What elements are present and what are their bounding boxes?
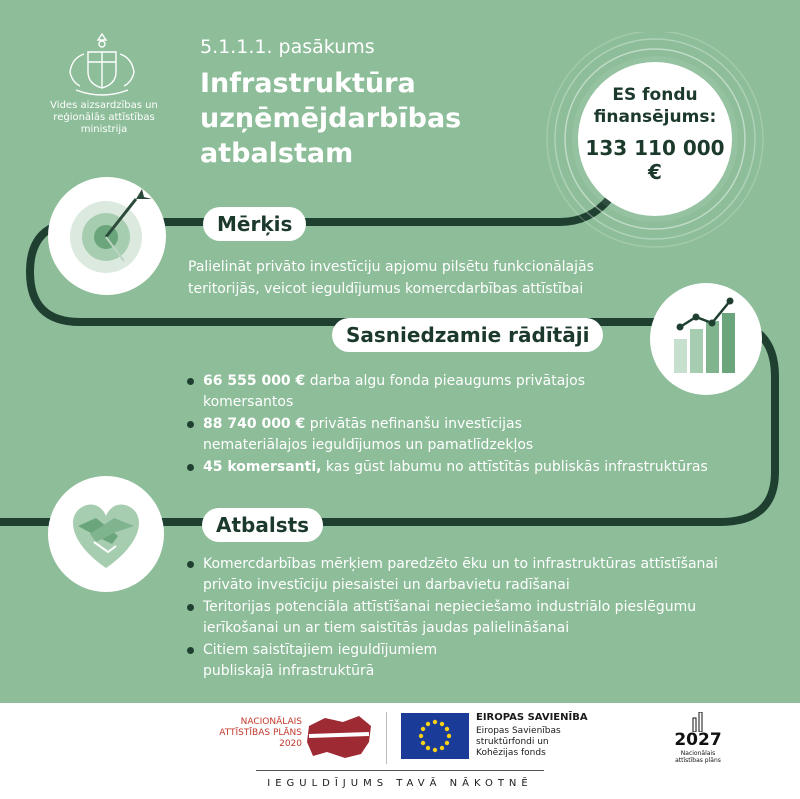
support-list: [185, 554, 745, 683]
measure-number: 5.1.1.1. pasākums: [200, 36, 375, 58]
ministry-crest-icon: [62, 30, 142, 98]
handshake-heart-icon: [48, 476, 164, 592]
nap2027-text: Nacionālais attīstības plāns: [675, 750, 721, 764]
page-title: Infrastruktūra uzņēmējdarbības atbalstam: [200, 68, 462, 169]
latvia-map-icon: [305, 712, 375, 762]
eu-title: EIROPAS SAVIENĪBA: [476, 712, 588, 723]
tagline: IEGULDĪJUMS TAVĀ NĀKOTNĒ: [267, 778, 533, 789]
ministry-name: Vides aizsardzības un reģionālās attīstības ministrija: [50, 100, 158, 135]
eu-stars: [401, 713, 469, 759]
goal-icon-circle: [48, 177, 166, 295]
indicators-list: [185, 371, 745, 479]
footer-divider: [386, 712, 387, 764]
goal-heading: Mērķis: [203, 207, 306, 241]
support-item: Komercdarbības mērķiem paredzēto ēku un to infrastruktūras attīstīšanai privāto investīciju piesaistei un darbavietu radīšanai: [185, 554, 745, 596]
nap2027-number: 2027: [674, 730, 722, 750]
indicator-item: 66 555 000 € darba algu fonda pieaugums privātajos komersantos: [185, 371, 633, 413]
eu-flag-icon: [401, 713, 469, 759]
support-item: Teritorijas potenciāla attīstīšanai nepieciešamo industriālo pieslēgumu ierīkošanai un ar tiem saistītās jaudas palielināšanai: [185, 597, 745, 639]
eu-subtitle: Eiropas Savienības struktūrfondi un Kohēzijas fonds: [476, 726, 561, 758]
support-heading: Atbalsts: [202, 508, 323, 542]
indicator-item: 88 740 000 € privātās nefinanšu investīcijas nemateriālajos ieguldījumos un pamatlīdzekļos: [185, 414, 623, 456]
tagline-rule: [256, 770, 544, 771]
target-icon: [48, 177, 166, 295]
indicators-heading: Sasniedzamie rādītāji: [332, 318, 603, 352]
support-icon-circle: [48, 476, 164, 592]
nap2027-bars-icon: [691, 712, 705, 732]
nap2027-logo: [672, 712, 724, 764]
support-item: Citiem saistītajiem ieguldījumiem publiskajā infrastruktūrā: [185, 640, 503, 682]
funding-amount: 133 110 000 €: [585, 136, 725, 184]
funding-circle: [578, 62, 732, 216]
indicator-item: 45 komersanti, kas gūst labumu no attīstītās publiskās infrastruktūras: [185, 457, 745, 478]
goal-text: Palielināt privāto investīciju apjomu pilsētu funkcionālajās teritorijās, veicot ieguldījumus komercdarbības attīstībai: [188, 259, 594, 297]
funding-label: ES fondu finansējums:: [593, 85, 717, 127]
nap2020-text: NACIONĀLAIS ATTĪSTĪBAS PLĀNS 2020: [219, 717, 302, 749]
